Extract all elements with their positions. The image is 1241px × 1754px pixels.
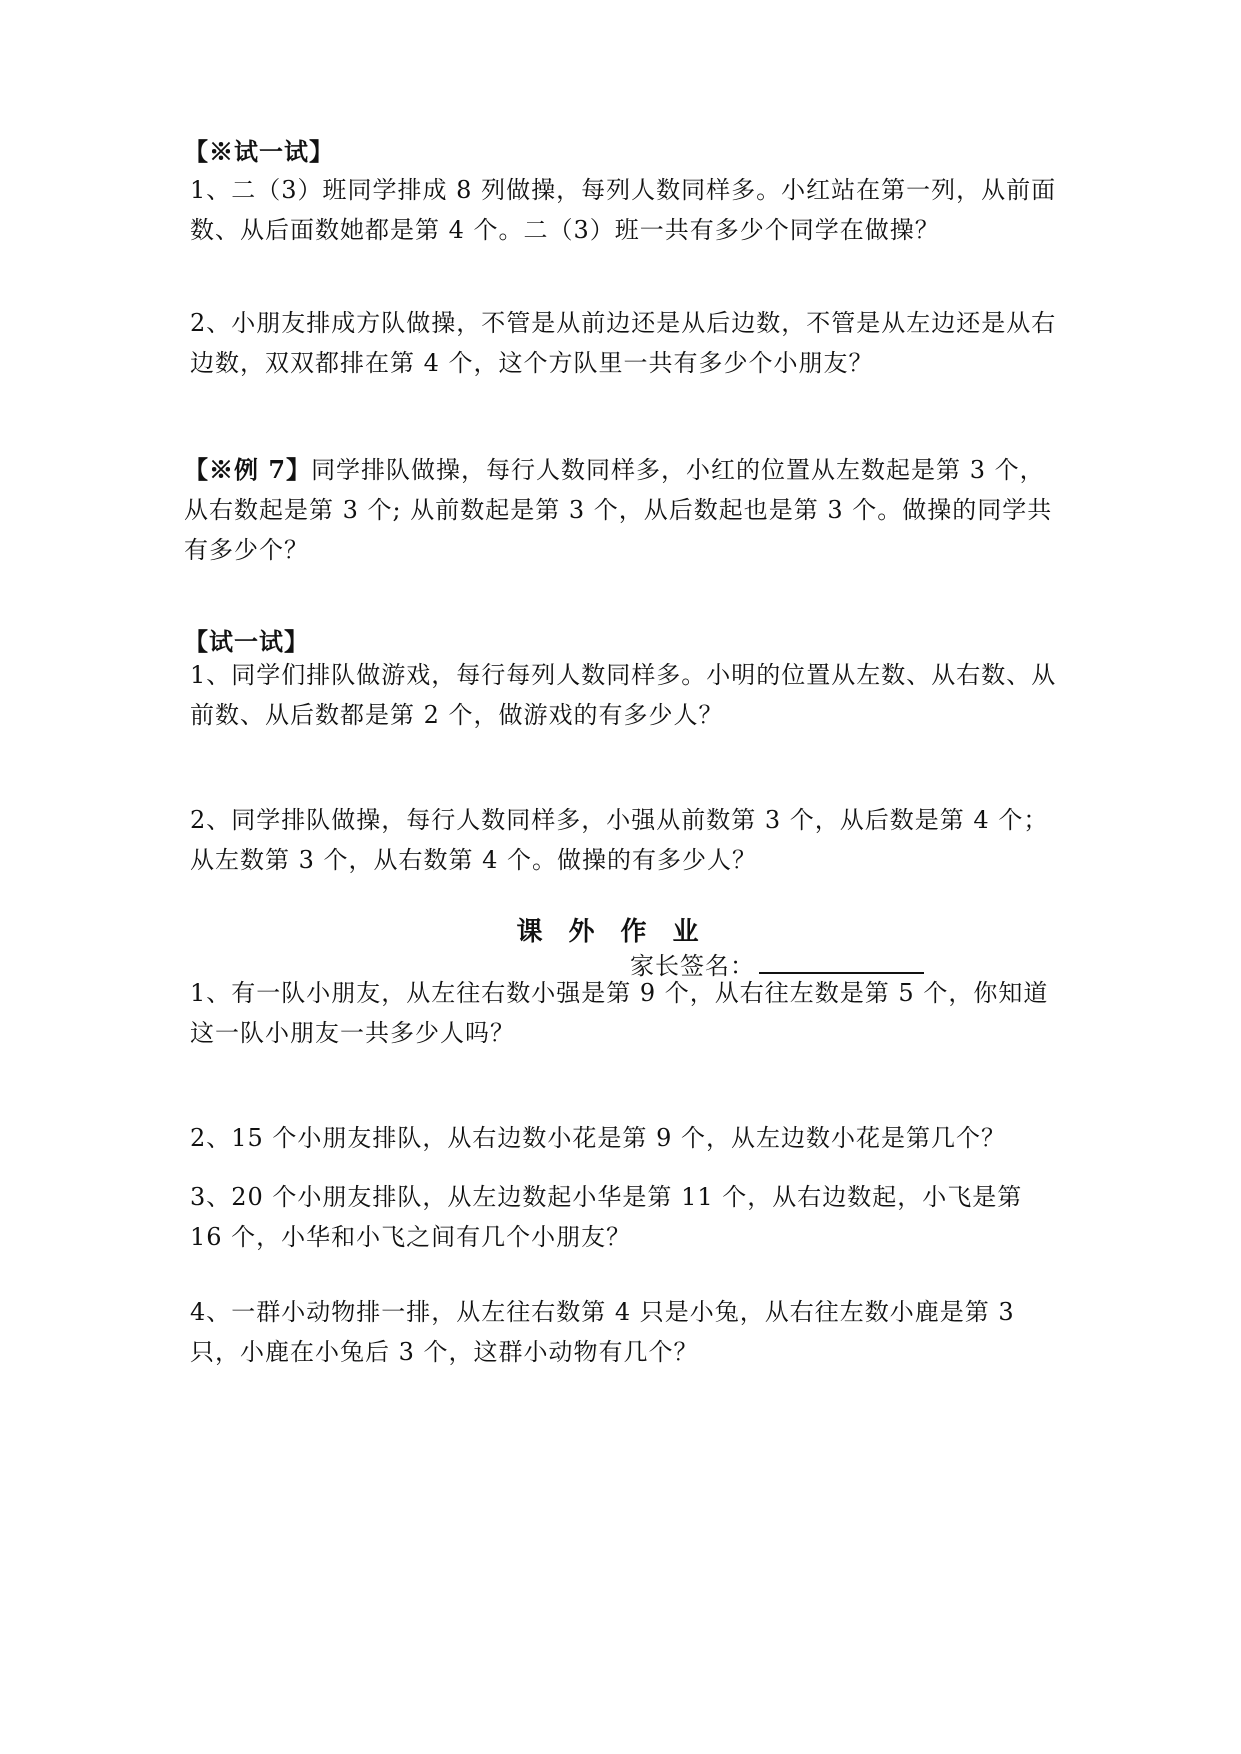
example-7-label: 【※例 7】 — [184, 455, 312, 484]
homework-question-2: 2、15 个小朋友排队，从右边数小花是第 9 个，从左边数小花是第几个？ — [190, 1124, 1006, 1152]
homework-question-4: 4、一群小动物排一排，从左往右数第 4 只是小兔，从右往左数小鹿是第 3 只，小鹿在小兔后 3 个，这群小动物有几个？ — [190, 1298, 1015, 1366]
homework-title: 课外作业 — [516, 917, 725, 947]
section1-question-2: 2、小朋友排成方队做操，不管是从前边还是从后边数，不管是从左边还是从右边数，双双都排在第 4 个，这个方队里一共有多少个小朋友？ — [190, 309, 1057, 377]
parent-signature-line — [759, 950, 924, 974]
section1-question-1: 1、二（3）班同学排成 8 列做操，每列人数同样多。小红站在第一列，从前面数、从后面数她都是第 4 个。二（3）班一共有多少个同学在做操？ — [190, 176, 1057, 244]
example-7-text: 同学排队做操，每行人数同样多，小红的位置从左数起是第 3 个，从右数起是第 3 个; 从前数起是第 3 个，从后数起也是第 3 个。做操的同学共有多少个？ — [184, 456, 1053, 564]
section1-heading: 【※试一试】 — [184, 137, 334, 166]
parent-signature-label: 家长签名： — [630, 952, 755, 980]
homework-question-3: 3、20 个小朋友排队，从左边数起小华是第 11 个，从右边数起，小飞是第 16 个，小华和小飞之间有几个小朋友？ — [190, 1183, 1023, 1251]
section2-question-1: 1、同学们排队做游戏，每行每列人数同样多。小明的位置从左数、从右数、从前数、从后数都是第 2 个，做游戏的有多少人？ — [190, 661, 1057, 729]
section2-heading: 【试一试】 — [184, 627, 309, 656]
homework-question-1: 1、有一队小朋友，从左往右数小强是第 9 个，从右往左数是第 5 个，你知道这一队小朋友一共多少人吗？ — [190, 979, 1049, 1047]
example-7 — [184, 450, 1060, 570]
section2-question-2: 2、同学排队做操，每行人数同样多，小强从前数第 3 个，从后数是第 4 个；从左数第 3 个，从右数第 4 个。做操的有多少人？ — [190, 806, 1049, 874]
